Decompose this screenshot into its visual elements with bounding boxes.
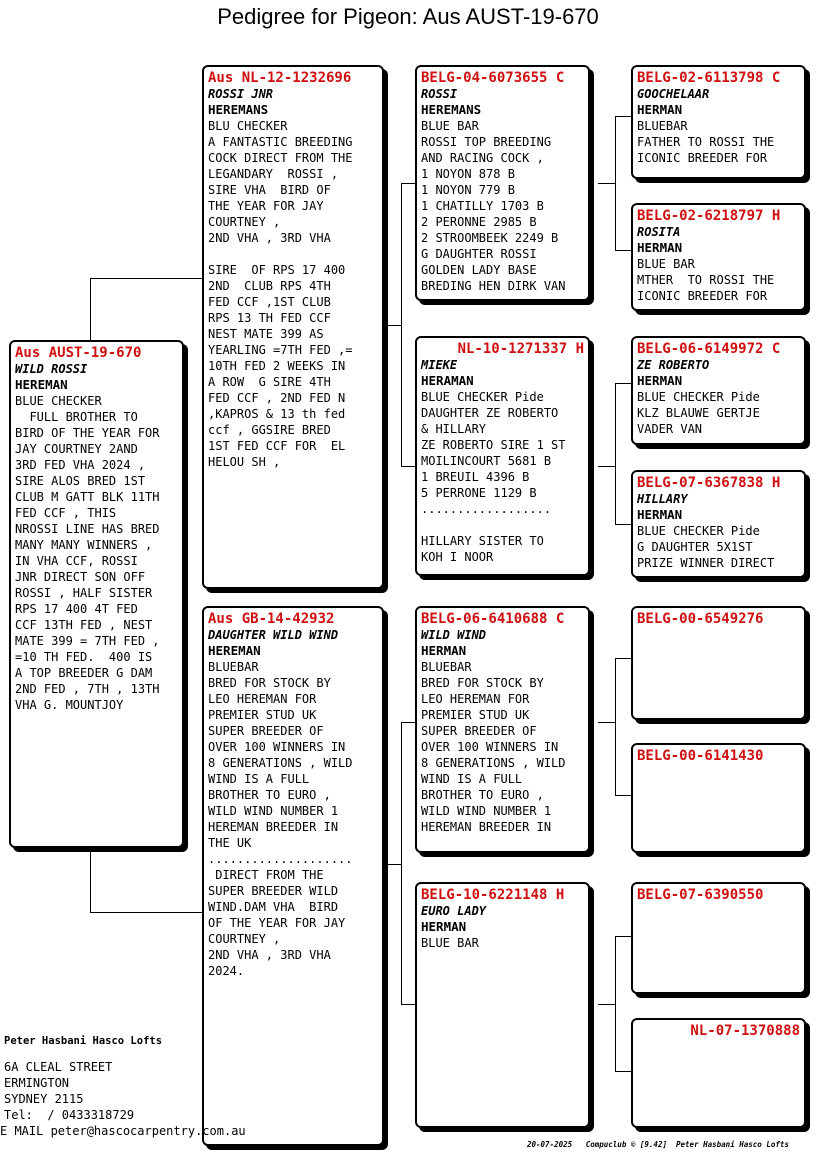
owner-address-line-2: ERMINGTON bbox=[4, 1076, 70, 1090]
connector-line bbox=[615, 524, 632, 525]
subject-notes: BLUE CHECKER FULL BROTHER TO BIRD OF THE YEAR FOR JAY COURTNEY 2AND 3RD FED VHA 2024 , SIRE ALOS BRED 1ST CLUB M GATT BLK 11TH FED CCF , THIS NROSSI LINE HAS BRED MANY MANY WINNERS , IN VHA CCF, ROSSI JNR DIRECT SON OFF ROSSI , HALF SISTER RPS 17 400 4T FED CCF 13TH FED , NEST MATE 399 = 7TH FED , =10 TH FED. 400 IS A TOP BREEDER G DAM 2ND FED , 7TH , 13TH VHA G. MOUNTJOY bbox=[15, 394, 160, 712]
footer-text: 20-07-2025 Compuclub © [9.42] Peter Hasbani Hasco Lofts bbox=[527, 1140, 789, 1149]
sire-card bbox=[202, 65, 384, 589]
great-grandparent-card-1 bbox=[631, 65, 806, 179]
dam-sire-card bbox=[415, 606, 590, 853]
dam-sire-notes: BLUEBAR BRED FOR STOCK BY LEO HEREMAN FOR PREMIER STUD UK SUPER BREEDER OF OVER 100 WINNERS IN 8 GENERATIONS , WILD WIND IS A FULL BROTHER TO EURO , WILD WIND NUMBER 1 HEREMAN BREEDER IN bbox=[421, 660, 566, 834]
owner-name: Peter Hasbani Hasco Lofts bbox=[4, 1035, 163, 1047]
dam-dam-name: EURO LADY bbox=[421, 904, 487, 918]
gg2-breeder: HERMAN bbox=[637, 240, 683, 255]
connector-line bbox=[401, 183, 402, 466]
subject-breeder: HEREMAN bbox=[15, 377, 68, 392]
sire-notes: BLU CHECKER A FANTASTIC BREEDING COCK DIRECT FROM THE LEGANDARY ROSSI , SIRE VHA BIRD OF THE YEAR FOR JAY COURTNEY , 2ND VHA , 3RD VHA SIRE OF RPS 17 400 2ND CLUB RPS 4TH FED CCF ,1ST CLUB RPS 13 TH FED CCF NEST MATE 399 AS YEARLING =7TH FED ,= 10TH FED 2 WEEKS IN A ROW G SIRE 4TH FED CCF , 2ND FED N ,KAPROS & 13 th fed ccf , GGSIRE BRED 1ST FED CCF FOR EL HELOU SH , bbox=[208, 119, 353, 469]
great-grandparent-card-4 bbox=[631, 470, 806, 578]
gg4-breeder: HERMAN bbox=[637, 507, 683, 522]
gg1-notes: BLUEBAR FATHER TO ROSSI THE ICONIC BREEDER FOR bbox=[637, 119, 775, 165]
sire-ring: Aus NL-12-1232696 bbox=[208, 70, 352, 86]
connector-line bbox=[598, 1004, 615, 1005]
connector-line bbox=[615, 1071, 632, 1072]
owner-info bbox=[0, 1033, 250, 1139]
sire-breeder: HEREMANS bbox=[208, 102, 269, 117]
connector-line bbox=[90, 912, 204, 913]
connector-line bbox=[90, 848, 91, 912]
gg4-notes: BLUE CHECKER Pide G DAUGHTER 5X1ST PRIZE WINNER DIRECT bbox=[637, 524, 775, 570]
connector-line bbox=[384, 325, 401, 326]
great-grandparent-card-7 bbox=[631, 882, 806, 994]
connector-line bbox=[598, 183, 615, 184]
sire-sire-ring: BELG-04-6073655 C bbox=[421, 70, 565, 86]
dam-breeder: HEREMAN bbox=[208, 643, 261, 658]
sire-dam-card bbox=[415, 336, 590, 576]
connector-line bbox=[401, 183, 416, 184]
subject-card bbox=[9, 340, 184, 848]
dam-name: DAUGHTER WILD WIND bbox=[208, 628, 339, 642]
gg3-notes: BLUE CHECKER Pide KLZ BLAUWE GERTJE VADER VAN bbox=[637, 390, 760, 436]
gg6-ring: BELG-00-6141430 bbox=[637, 748, 764, 764]
sire-dam-notes: BLUE CHECKER Pide DAUGHTER ZE ROBERTO & HILLARY ZE ROBERTO SIRE 1 ST MOILINCOURT 5681 B 1 BREUIL 4396 B 5 PERRONE 1129 B .................. HILLARY SISTER TO KOH I NOOR bbox=[421, 390, 566, 564]
dam-dam-ring: BELG-10-6221148 H bbox=[421, 887, 565, 903]
dam-sire-ring: BELG-06-6410688 C bbox=[421, 611, 565, 627]
connector-line bbox=[401, 1004, 416, 1005]
dam-ring: Aus GB-14-42932 bbox=[208, 611, 335, 627]
great-grandparent-card-6 bbox=[631, 743, 806, 853]
connector-line bbox=[615, 658, 632, 659]
connector-line bbox=[615, 116, 632, 117]
sire-sire-card bbox=[415, 65, 590, 301]
sire-sire-breeder: HEREMANS bbox=[421, 102, 482, 117]
dam-notes: BLUEBAR BRED FOR STOCK BY LEO HEREMAN FOR PREMIER STUD UK SUPER BREEDER OF OVER 100 WINNERS IN 8 GENERATIONS , WILD WIND IS A FULL BROTHER TO EURO , WILD WIND NUMBER 1 HEREMAN BREEDER IN THE UK .................... DIRECT FROM THE SUPER BREEDER WILD WIND.DAM VHA BIRD OF THE YEAR FOR JAY COURTNEY , 2ND VHA , 3RD VHA 2024. bbox=[208, 660, 353, 978]
dam-dam-card bbox=[415, 882, 590, 1128]
connector-line bbox=[401, 722, 402, 1004]
great-grandparent-card-8 bbox=[631, 1018, 806, 1128]
connector-line bbox=[598, 722, 615, 723]
dam-sire-breeder: HERMAN bbox=[421, 643, 467, 658]
connector-line bbox=[615, 936, 616, 1071]
gg4-name: HILLARY bbox=[637, 492, 688, 506]
gg5-ring: BELG-00-6549276 bbox=[637, 611, 764, 627]
gg1-breeder: HERMAN bbox=[637, 102, 683, 117]
gg2-notes: BLUE BAR MTHER TO ROSSI THE ICONIC BREEDER FOR bbox=[637, 257, 775, 303]
connector-line bbox=[615, 250, 632, 251]
connector-line bbox=[615, 383, 616, 524]
sire-dam-breeder: HERAMAN bbox=[421, 373, 474, 388]
dam-dam-notes: BLUE BAR bbox=[421, 936, 479, 950]
connector-line bbox=[598, 466, 615, 467]
great-grandparent-card-5 bbox=[631, 606, 806, 720]
connector-line bbox=[401, 466, 416, 467]
subject-ring: Aus AUST-19-670 bbox=[15, 345, 142, 361]
gg1-ring: BELG-02-6113798 C bbox=[637, 70, 781, 86]
gg2-ring: BELG-02-6218797 H bbox=[637, 208, 781, 224]
dam-dam-breeder: HERMAN bbox=[421, 919, 467, 934]
owner-address-line-1: 6A CLEAL STREET bbox=[4, 1060, 113, 1074]
gg1-name: GOOCHELAAR bbox=[637, 87, 710, 101]
sire-name: ROSSI JNR bbox=[208, 87, 274, 101]
gg3-name: ZE ROBERTO bbox=[637, 358, 710, 372]
gg7-ring: BELG-07-6390550 bbox=[637, 887, 764, 903]
dam-sire-name: WILD WIND bbox=[421, 628, 487, 642]
owner-phone: Tel: / 0433318729 bbox=[4, 1108, 135, 1122]
connector-line bbox=[401, 722, 416, 723]
connector-line bbox=[615, 795, 632, 796]
owner-email: E MAIL peter@hascocarpentry.com.au bbox=[0, 1124, 246, 1138]
gg4-ring: BELG-07-6367838 H bbox=[637, 475, 781, 491]
gg3-ring: BELG-06-6149972 C bbox=[637, 341, 781, 357]
page-title: Pedigree for Pigeon: Aus AUST-19-670 bbox=[217, 4, 599, 29]
sire-dam-ring: NL-10-1271337 H bbox=[457, 341, 584, 357]
connector-line bbox=[90, 278, 91, 340]
connector-line bbox=[615, 658, 616, 795]
gg2-name: ROSITA bbox=[637, 225, 681, 239]
great-grandparent-card-3 bbox=[631, 336, 806, 445]
connector-line bbox=[615, 383, 632, 384]
gg8-ring: NL-07-1370888 bbox=[690, 1023, 800, 1039]
connector-line bbox=[384, 864, 401, 865]
connector-line bbox=[615, 116, 616, 250]
great-grandparent-card-2 bbox=[631, 203, 806, 311]
sire-sire-notes: BLUE BAR ROSSI TOP BREEDING AND RACING COCK , 1 NOYON 878 B 1 NOYON 779 B 1 CHATILLY 1703 B 2 PERONNE 2985 B 2 STROOMBEEK 2249 B G DAUGHTER ROSSI GOLDEN LADY BASE BREDING HEN DIRK VAN bbox=[421, 119, 566, 293]
connector-line bbox=[90, 278, 204, 279]
sire-sire-name: ROSSI bbox=[421, 87, 458, 101]
subject-name: WILD ROSSI bbox=[15, 362, 88, 376]
gg3-breeder: HERMAN bbox=[637, 373, 683, 388]
connector-line bbox=[615, 936, 632, 937]
owner-address-line-3: SYDNEY 2115 bbox=[4, 1092, 84, 1106]
sire-dam-name: MIEKE bbox=[421, 358, 458, 372]
